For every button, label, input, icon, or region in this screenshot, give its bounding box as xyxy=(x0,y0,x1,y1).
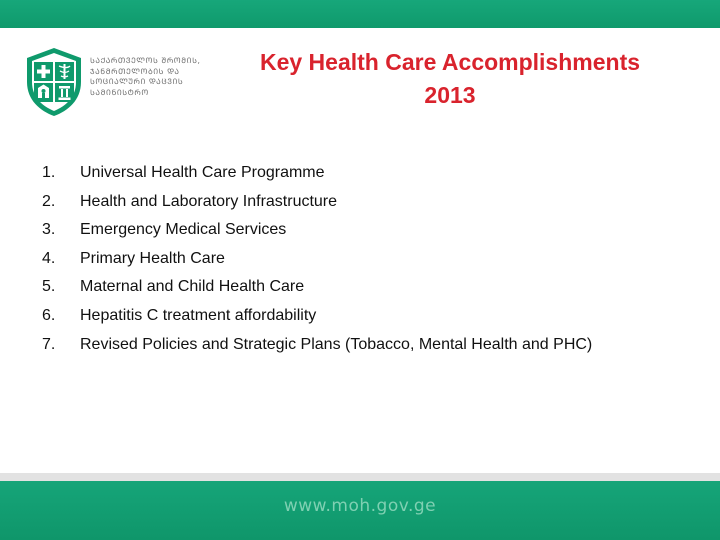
list-item-text: Health and Laboratory Infrastructure xyxy=(80,192,338,210)
list-item-number: 6. xyxy=(42,306,56,324)
ministry-name-line: ᲡᲝᲪᲘᲐᲚᲣᲠᲘ ᲓᲐᲪᲕᲘᲡ xyxy=(90,77,184,87)
slide-title xyxy=(200,46,700,112)
list-item-text: Maternal and Child Health Care xyxy=(80,278,305,296)
list-item xyxy=(42,188,592,217)
list-item xyxy=(42,273,592,302)
list-item xyxy=(42,331,592,360)
list-item-number: 5. xyxy=(42,278,56,296)
list-item-number: 3. xyxy=(42,221,56,239)
footer-url: www.moh.gov.ge xyxy=(283,496,437,516)
ministry-name-line: ᲡᲐᲛᲘᲜᲘᲡᲢᲠᲝ xyxy=(90,87,149,97)
list-item xyxy=(42,245,592,274)
list-item-text: Emergency Medical Services xyxy=(80,221,287,239)
slide-title-line-2: 2013 xyxy=(424,82,476,108)
list-item xyxy=(42,302,592,331)
list-item-text: Primary Health Care xyxy=(80,249,225,267)
list-item-text: Revised Policies and Strategic Plans (Tobacco, Mental Health and PHC) xyxy=(80,335,593,353)
list-item-number: 7. xyxy=(42,335,56,353)
ministry-name-line: ᲡᲐᲥᲐᲠᲗᲕᲔᲚᲝᲡ ᲨᲠᲝᲛᲘᲡ, xyxy=(90,56,201,65)
list-item xyxy=(42,216,592,245)
accomplishments-list xyxy=(42,159,592,359)
list-item-text: Universal Health Care Programme xyxy=(80,164,325,181)
list-item xyxy=(42,159,592,188)
list-item-number: 1. xyxy=(42,164,56,181)
list-item-text: Hepatitis C treatment affordability xyxy=(80,306,317,324)
top-banner xyxy=(0,0,720,28)
footer-divider xyxy=(0,473,720,481)
ministry-emblem-icon xyxy=(18,46,90,118)
list-item-number: 2. xyxy=(42,192,56,210)
slide-title-line-1: Key Health Care Accomplishments xyxy=(259,49,641,75)
list-item-number: 4. xyxy=(42,249,56,267)
ministry-name-line: ᲯᲐᲜᲛᲠᲗᲔᲚᲝᲑᲘᲡ ᲓᲐ xyxy=(90,66,180,76)
